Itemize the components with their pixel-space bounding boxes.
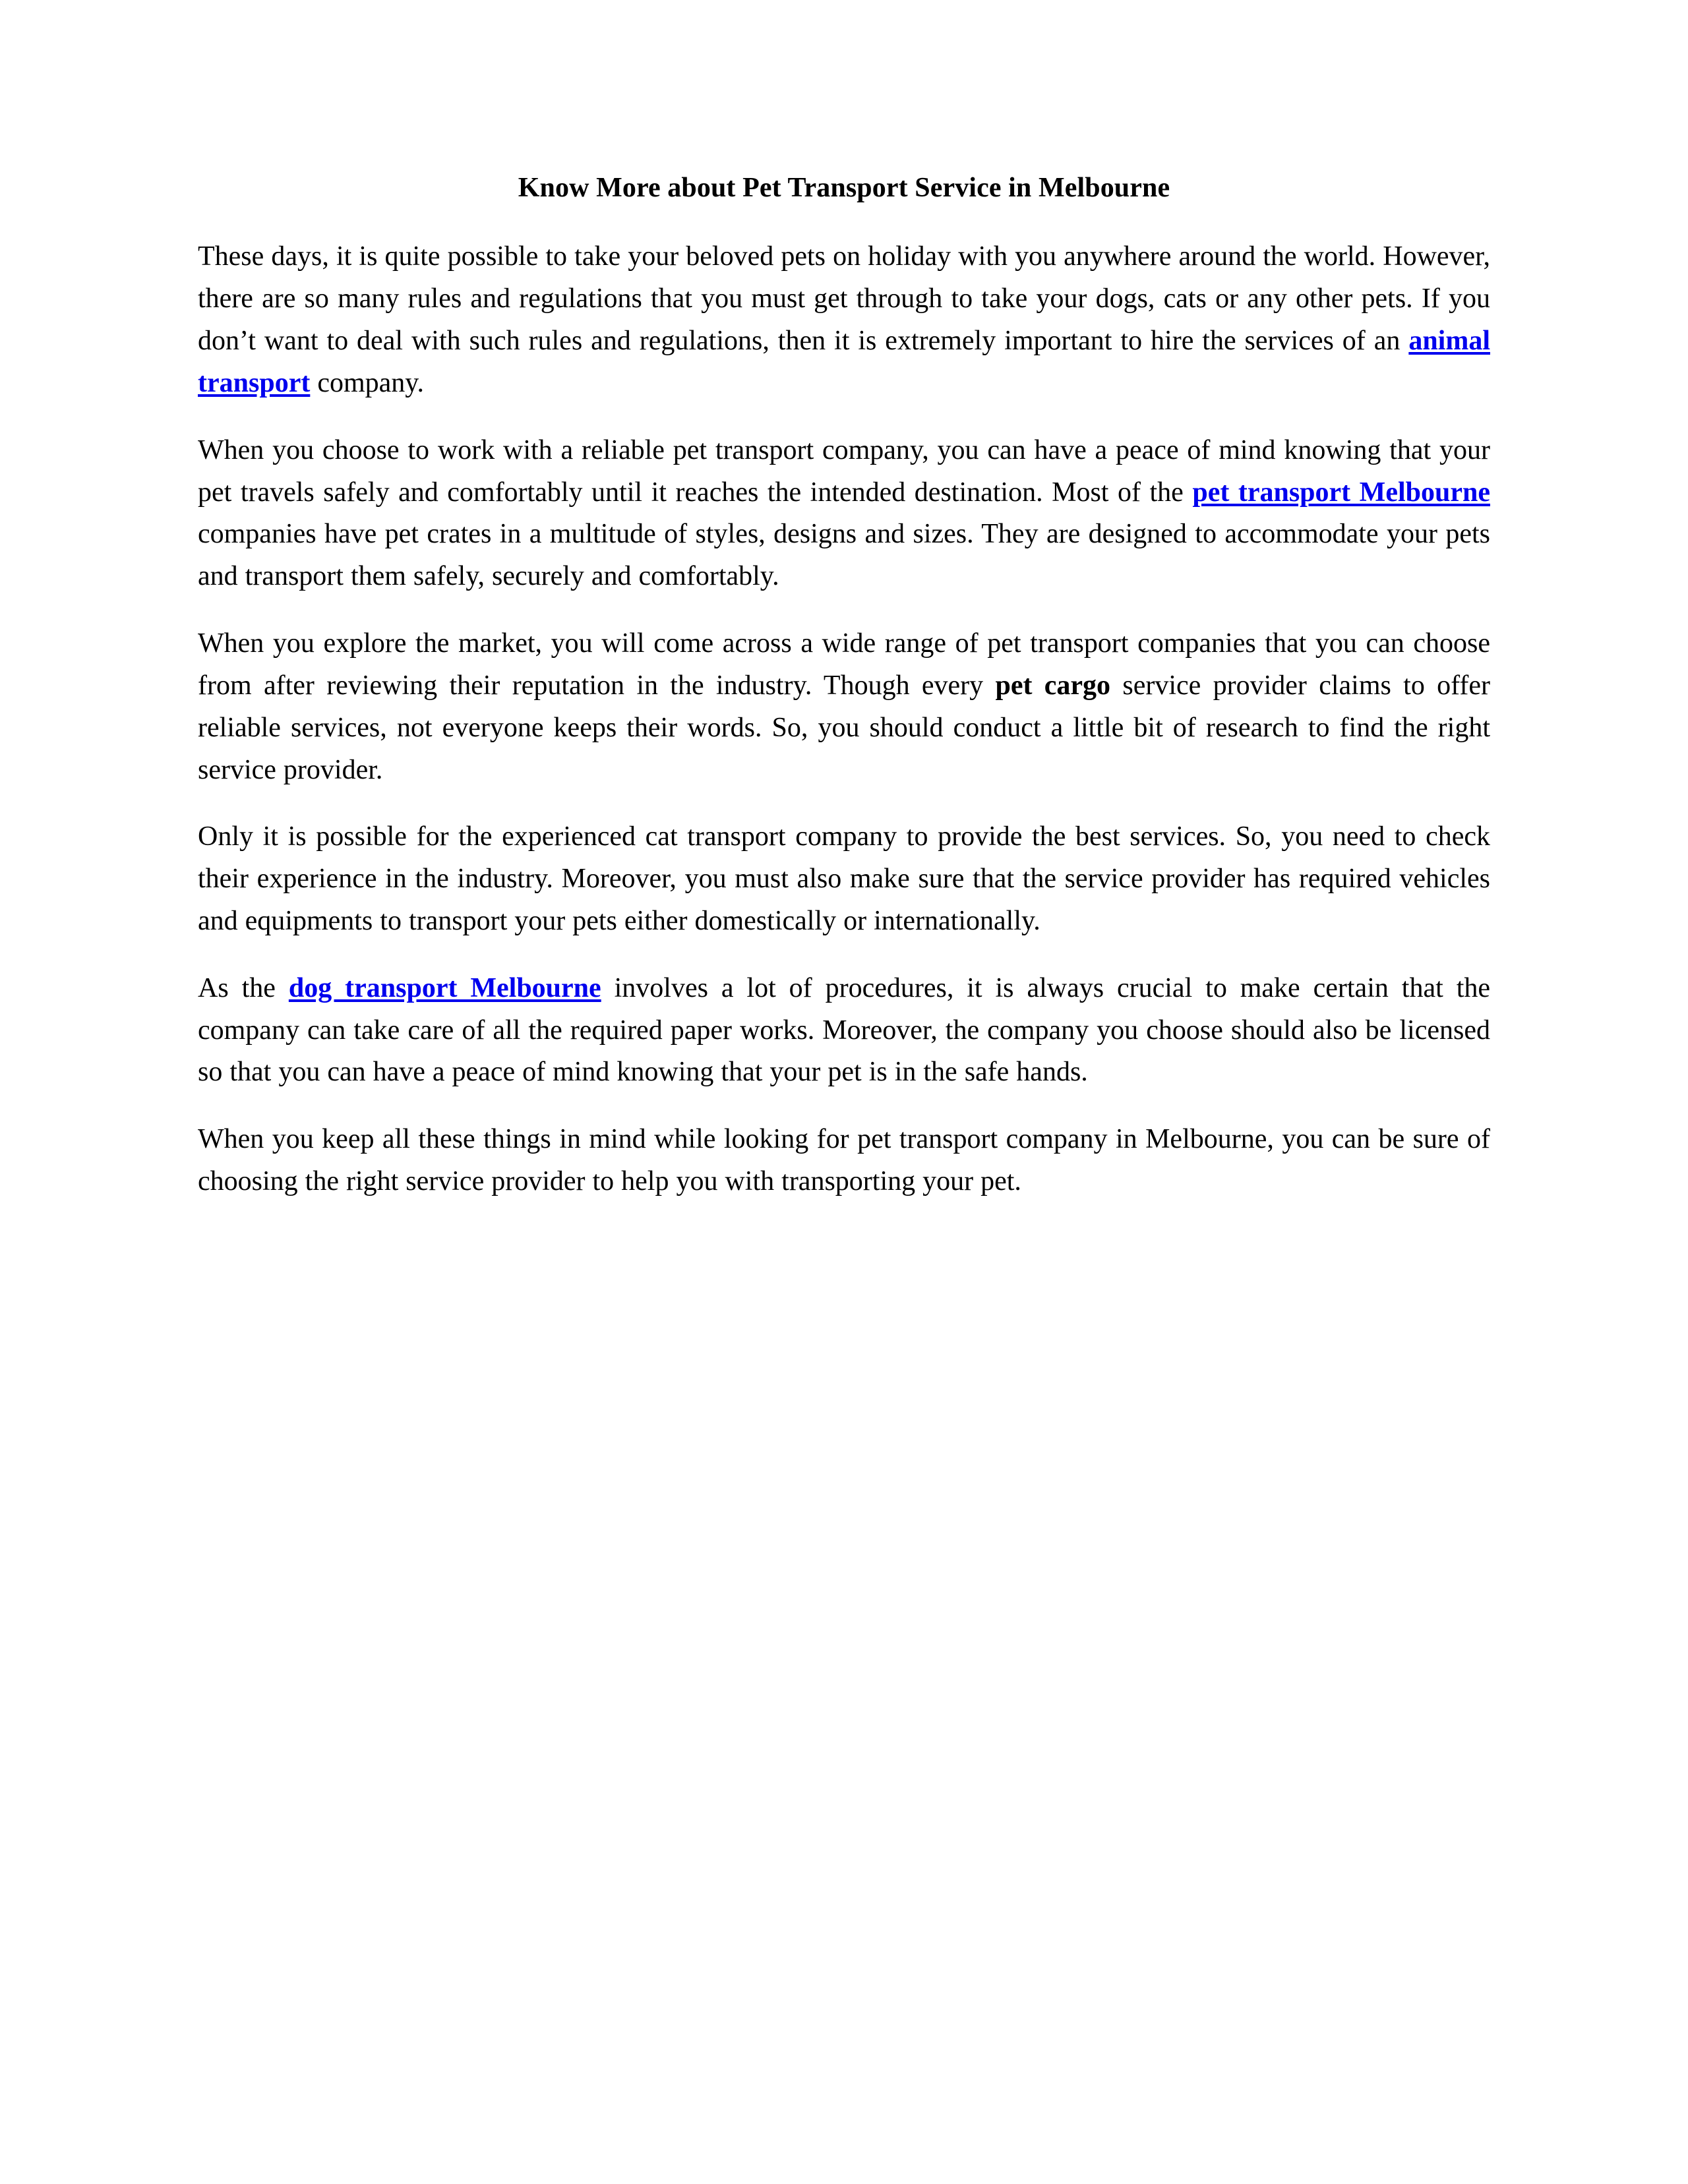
- paragraph-5-run-3: involves a lot of procedures, it is always crucial to make certain that the company can take care of all the required paper works. Moreover, the company you choose should also be licensed so that you can have a peace of mind knowing that your pet is in the safe hands.: [198, 972, 1498, 1088]
- paragraph-6-run-1: When you keep all these things in mind while looking for pet transport company in Melbourne, you can be sure of choosing the right service provider to help you with transporting your pet.: [198, 1124, 1497, 1197]
- paragraph-4-run-1: Only it is possible for the experienced cat transport company to provide the best services. So, you need to check their experience in the industry. Moreover, you must also make sure that the service provider has required vehicles and equipments to transport your pets either domestically or internationally.: [198, 821, 1497, 936]
- page-title: Know More about Pet Transport Service in Melbourne: [518, 173, 1170, 203]
- paragraph-3: [198, 623, 1497, 791]
- pet-cargo-bold-text: pet cargo: [995, 670, 1111, 701]
- animal-transport-link[interactable]: animal transport: [198, 326, 1490, 398]
- dog-transport-melbourne-link[interactable]: dog transport Melbourne: [288, 972, 601, 1003]
- paragraph-3-run-3: service provider claims to offer reliable services, not everyone keeps their words. So, you should conduct a little bit of research to find the right service provider.: [198, 670, 1497, 785]
- paragraph-6: [198, 1119, 1497, 1203]
- paragraph-2-run-1: When you choose to work with a reliable pet transport company, you can have a peace of mind knowing that your pet travels safely and comfortably until it reaches the intended destination. Most of the: [198, 434, 1497, 508]
- paragraph-5-run-1: As the: [198, 972, 289, 1003]
- paragraph-2-run-3: companies have pet crates in a multitude of styles, designs and sizes. They are designed to accommodate your pets and transport them safely, securely and comfortably.: [198, 477, 1497, 592]
- paragraph-4: [198, 816, 1497, 942]
- paragraph-1-run-1: These days, it is quite possible to take your beloved pets on holiday with you anywhere around the world. However, there are so many rules and regulations that you must get through to take your dogs, cats or any other pets. If you don’t want to deal with such rules and regulations, then it is extremely important to hire the services of an: [198, 241, 1497, 357]
- document-body: [198, 236, 1498, 1203]
- pet-transport-melbourne-link[interactable]: pet transport Melbourne: [1192, 477, 1490, 508]
- paragraph-3-run-1: When you explore the market, you will come across a wide range of pet transport companies that you can choose from after reviewing their reputation in the industry. Though every: [198, 628, 1497, 701]
- paragraph-1: [198, 236, 1497, 404]
- paragraph-5: [198, 968, 1498, 1094]
- paragraph-1-run-3: company.: [310, 367, 425, 398]
- paragraph-2: [198, 430, 1497, 598]
